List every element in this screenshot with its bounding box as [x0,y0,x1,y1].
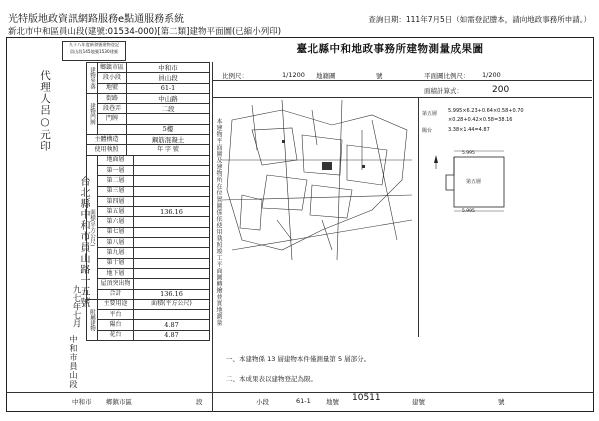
floor-label: 第九層 [98,248,134,258]
footer-section: 段 [196,398,203,406]
annex-row-label: 花台 [98,330,134,340]
form-row [87,165,210,175]
floor-value [133,248,209,258]
location-map [222,100,416,260]
dim-top: 5.995 [462,151,475,156]
form-row [87,207,210,217]
floor-value [133,186,209,196]
location-label: 建物坐落 [87,63,98,94]
plan-floor-label: 第五層 [466,179,482,185]
form-sub-label: 街路 [98,93,127,103]
floor-label: 第一層 [98,165,134,175]
annex-row-value: 面積(平方公尺) [133,299,209,309]
form-row [87,299,210,309]
form-row [87,104,210,114]
calc-floor-2: 陽台 [422,128,433,134]
floor-label: 第三層 [98,186,134,196]
system-name: 光特版地政資訊網路服務e點通服務系統 [8,14,185,25]
dim-bottom: 5.995 [462,209,475,214]
agent-name: 呂○元 [39,104,51,141]
basement-value [133,279,209,289]
floor-label: 第六層 [98,217,134,227]
form-row [87,186,210,196]
registration-stamp [62,41,126,61]
floor-label: 第四層 [98,196,134,206]
structure-value: 鋼筋混凝土 [127,135,210,145]
form-row [87,114,210,124]
form-row [87,63,210,73]
form-row [87,93,210,103]
floor-value [133,217,209,227]
floor-value: 136.16 [133,207,209,217]
note-1: 一、本建物係 13 層建物本件僅測量第 5 層部分。 [226,355,371,363]
area-label: 面積(平方公尺) [87,155,98,299]
form-row [87,289,210,299]
floor-scale-label: 平面圖比例尺： [424,72,470,80]
form-row [87,268,210,278]
form-sub-label: 段巷弄 [98,104,127,114]
address-left: 台北縣中和市員山路一五號 [78,176,89,308]
annex-row-label: 陽台 [98,320,134,330]
footer-subsection: 小段 [256,398,269,406]
calc-text-2: ×0.28+0.42×0.58=38.16 [448,117,513,123]
annex-row-value: 4.87 [133,330,209,340]
form-row [87,227,210,237]
footer-build-label: 建號 [412,398,425,406]
form-value: 61-1 [127,83,210,93]
calc-text-1: 5.995×6.23+0.64×0.58+0.70 [448,108,524,114]
header-left [8,14,281,38]
form-row [87,248,210,258]
area-calc-label: 面積計算式： [424,87,463,95]
form-row [87,330,210,340]
form-row [87,217,210,227]
form-sub-label [98,124,127,134]
footer-district: 鄉鎮市區 [106,398,132,406]
footer-page-no: 號 [498,398,505,406]
agent-label: 代理人 [39,70,51,105]
form-row [87,145,210,155]
form-row [87,238,210,248]
map-suffix: 號 [376,72,383,80]
annex-row-label: 平台 [98,310,134,320]
floor-value [133,155,209,165]
annex-row-value: 4.87 [133,320,209,330]
floor-label: 第二層 [98,176,134,186]
basement-label: 地下層 [98,268,134,278]
document-title: 臺北縣中和地政事務所建物測量成果圖 [296,43,484,55]
floor-value [133,227,209,237]
footer-land-no: 61-1 [296,397,311,405]
structure-label: 主體構造 [87,135,127,145]
floor-value [133,196,209,206]
stamp-line-2: 員山段145地號1530建號 [70,48,118,54]
footer-build-no: 10511 [352,393,381,403]
form-sub-label: 地號 [98,83,127,93]
floor-scale-value: 1/200 [482,71,501,79]
form-row [87,196,210,206]
stamp-line-1: 九十八年度新發號建物登記 [68,42,120,47]
floor-label: 地面層 [98,155,134,165]
form-row [87,310,210,320]
annex-row-label: 主要用途 [98,299,134,309]
form-row [87,320,210,330]
floor-value [133,165,209,175]
form-value: 5樓 [127,124,210,134]
use-license-label: 使用執照 [87,145,127,155]
footer-left: 中和市員山段 [69,335,78,389]
basement-value [133,268,209,278]
floor-label: 第五層 [98,207,134,217]
query-date: 查詢日期：111年7月5日（如需登記謄本，請向地政事務所申請。） [368,15,591,24]
document-ref: 新北市中和區員山段(建號:01534-000)[第二類]建物平面圖(已縮小列印) [8,27,282,37]
form-sub-label: 鄉鎮市區 [98,63,127,73]
area-calc-value: 200 [492,85,510,95]
doorplate-label: 建物門牌 [87,93,98,134]
footer-land-label: 地號 [326,398,339,406]
map-label: 地籍圖 [316,72,336,80]
scale-value: 1/1200 [282,71,305,79]
form-row [87,83,210,93]
calc-text-3: 3.38×1.44=4.87 [448,127,490,133]
agent-seal: 印 [39,140,51,152]
form-value [127,114,210,124]
form-sub-label: 門牌 [98,114,127,124]
form-sub-label: 段小段 [98,73,127,83]
floor-label: 第七層 [98,227,134,237]
floor-value [133,238,209,248]
calc-floor: 第五層 [422,111,438,117]
floor-value [133,258,209,268]
form-row [87,135,210,145]
floor-label: 第十層 [98,258,134,268]
date-left: 九七年七月 [71,285,81,328]
annex-label: 附屬建物 [87,299,98,340]
basement-label: 屋頂突出物 [98,279,134,289]
total-label: 合計 [98,289,134,299]
form-row [87,155,210,165]
building-form-table [86,62,210,341]
footer-city: 中和市 [72,398,92,406]
scale-label: 比例尺： [222,72,248,80]
floor-value [133,176,209,186]
form-value: 員山段 [127,73,210,83]
form-value: 二段 [127,104,210,114]
form-row [87,124,210,134]
annex-row-value [133,310,209,320]
note-2: 二、本成果表以建物登記為限。 [226,375,317,383]
use-license-value: 年 字 號 [127,145,210,155]
form-row [87,176,210,186]
form-value: 中和市 [127,63,210,73]
form-row [87,258,210,268]
side-note: 本建物平面圖及建物所在位置圖係依使用執照竣工平面圖轉繪並實地測量 [215,118,222,326]
floor-label: 第八層 [98,238,134,248]
total-value: 136.16 [133,289,209,299]
form-value: 中山路 [127,93,210,103]
form-row [87,73,210,83]
owner-block [38,70,53,152]
form-row [87,279,210,289]
